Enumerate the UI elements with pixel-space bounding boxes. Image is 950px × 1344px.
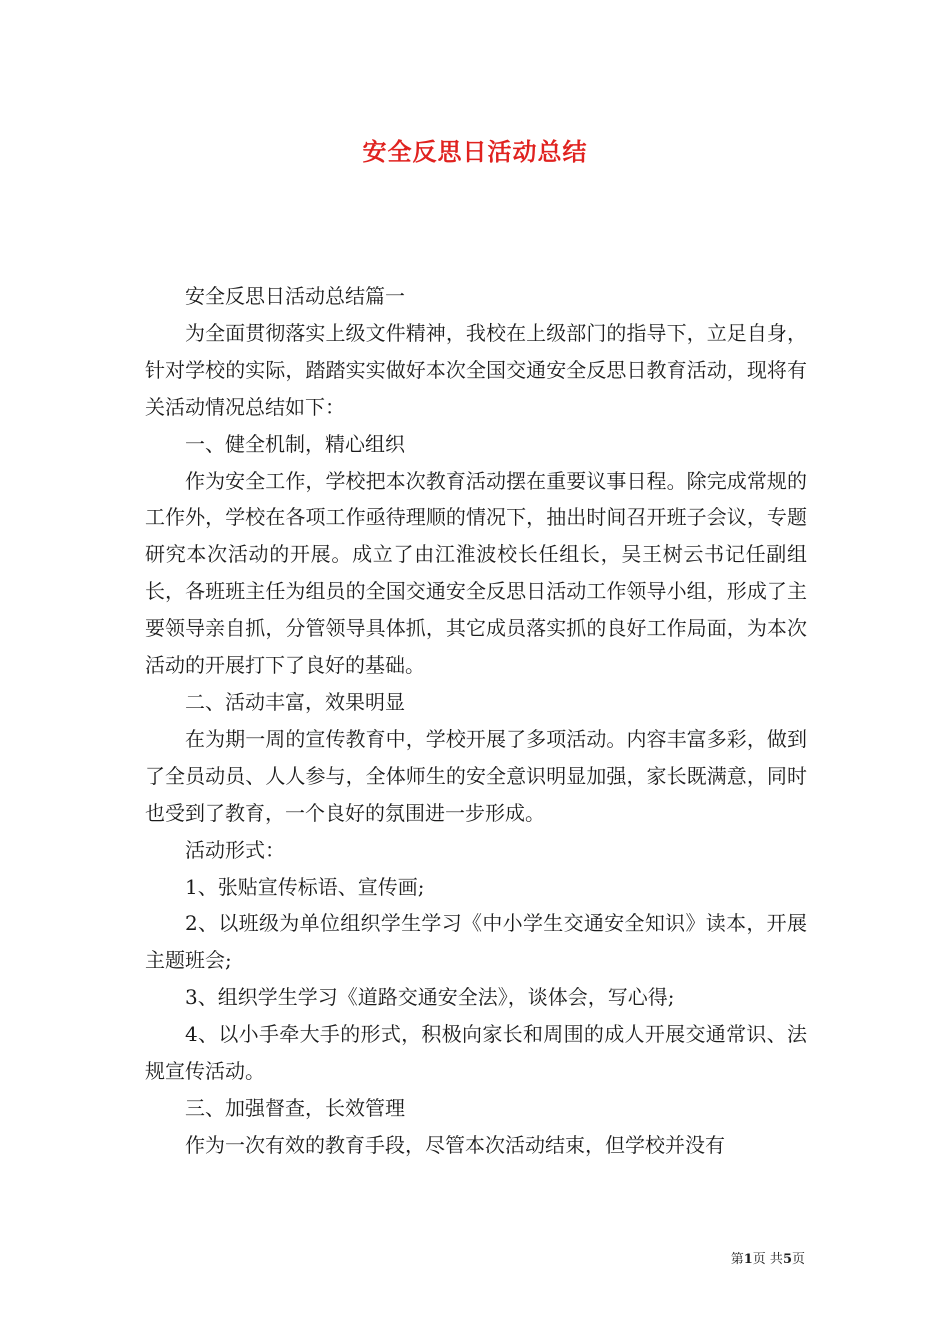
footer-prefix: 第 [730,1252,744,1267]
body-paragraph: 为全面贯彻落实上级文件精神，我校在上级部门的指导下，立足自身，针对学校的实际，踏踏实实做好本次全国交通安全反思日教育活动，现将有关活动情况总结如下： [145,320,807,419]
section-heading: 三、加强督查，长效管理 [185,1095,405,1120]
list-item: 1、张贴宣传标语、宣传画; [185,874,425,899]
section-heading: 安全反思日活动总结篇一 [185,284,405,308]
body-paragraph: 在为期一周的宣传教育中，学校开展了多项活动。内容丰富多彩，做到了全员动员、人人参与，全体师生的安全意识明显加强，家长既满意，同时也受到了教育，一个良好的氛围进一步形成。 [145,726,807,825]
total-page-number: 5 [782,1252,792,1267]
current-page-number: 1 [743,1252,753,1267]
body-paragraph: 作为一次有效的教育手段，尽管本次活动结束，但学校并没有 [185,1132,725,1157]
document-body [145,278,807,1164]
list-item: 2、以班级为单位组织学生学习《中小学生交通安全知识》读本，开展主题班会; [145,911,807,973]
section-heading: 二、活动丰富，效果明显 [185,689,405,714]
footer-middle: 页 共 [752,1252,783,1267]
body-paragraph: 作为安全工作，学校把本次教育活动摆在重要议事日程。除完成常规的工作外，学校在各项工作亟待理顺的情况下，抽出时间召开班子会议，专题研究本次活动的开展。成立了由江淮波校长任组长，吴王树云书记任副组长，各班班主任为组员的全国交通安全反思日活动工作领导小组，形成了主要领导亲自抓，分管领导具体抓，其它成员落实抓的良好工作局面，为本次活动的开展打下了良好的基础。 [145,468,807,678]
section-heading: 一、健全机制，精心组织 [185,431,405,456]
list-item: 3、组织学生学习《道路交通安全法》，谈体会，写心得; [185,985,675,1010]
footer-suffix: 页 [791,1252,805,1267]
list-heading: 活动形式： [185,837,285,862]
page-footer [731,1248,805,1267]
list-item: 4、以小手牵大手的形式，积极向家长和周围的成人开展交通常识、法规宣传活动。 [145,1022,807,1084]
document-title: 安全反思日活动总结 [362,137,588,166]
